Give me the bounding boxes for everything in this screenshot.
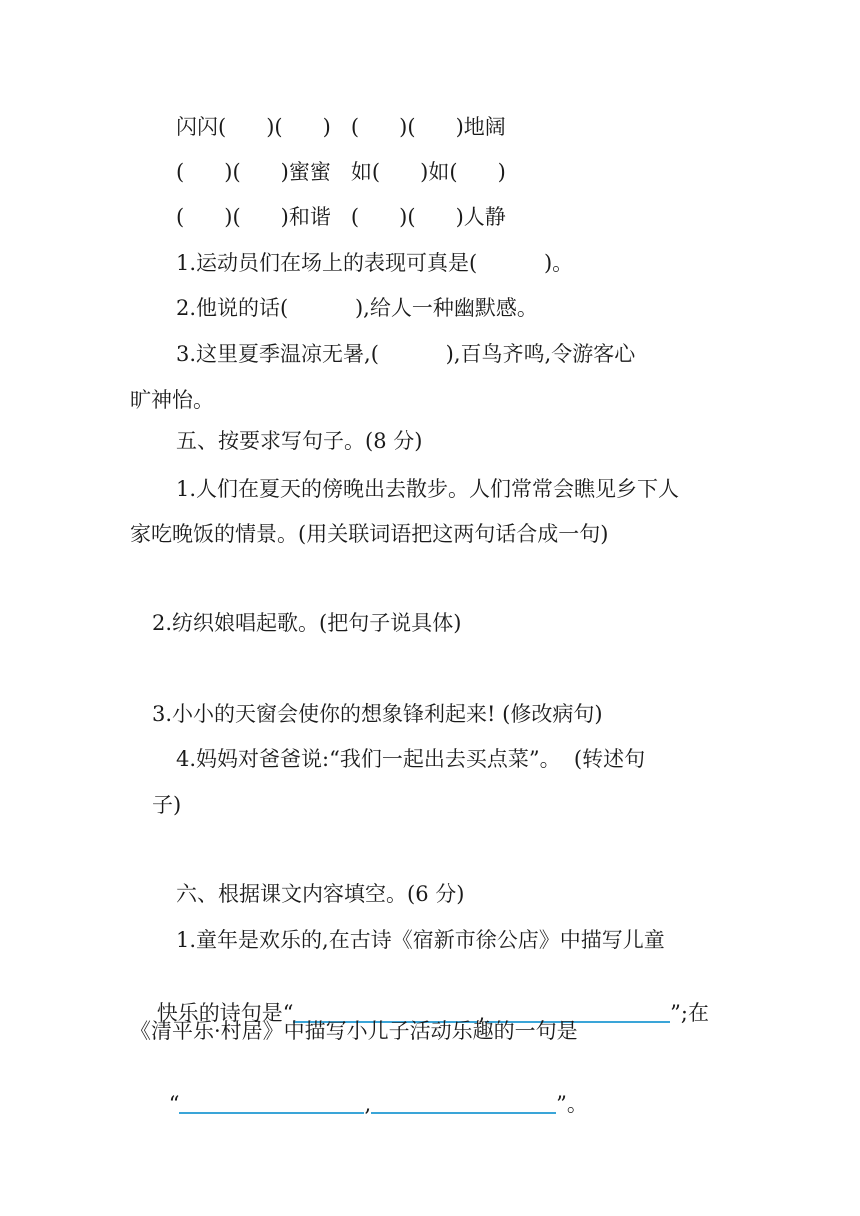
line4-mid: , bbox=[364, 1092, 372, 1116]
answer-blank-4[interactable] bbox=[371, 1112, 556, 1114]
line2-suffix: ”;在 bbox=[670, 1001, 709, 1025]
sentence-fill-3: 3.这里夏季温凉无暑,( ),百鸟齐鸣,令游客心 bbox=[176, 342, 636, 366]
idiom-fill-row-2: ( )( )蜜蜜 如( )如( ) bbox=[176, 160, 506, 184]
sentence-fill-2: 2.他说的话( ),给人一种幽默感。 bbox=[176, 296, 538, 320]
section-5-heading: 五、按要求写句子。(8 分) bbox=[176, 429, 423, 453]
line2-prefix: 快乐的诗句是“ bbox=[156, 1001, 294, 1025]
section-5-q3: 3.小小的天窗会使你的想象锋利起来! (修改病句) bbox=[152, 702, 603, 726]
idiom-fill-row-3: ( )( )和谐 ( )( )人静 bbox=[176, 205, 506, 229]
section-6-q1-line3: 《清平乐·村居》中描写小儿子活动乐趣的一句是 bbox=[130, 1019, 578, 1043]
answer-blank-3[interactable] bbox=[179, 1112, 364, 1114]
section-5-q2: 2.纺织娘唱起歌。(把句子说具体) bbox=[152, 611, 462, 635]
section-6-q1-line4 bbox=[142, 1062, 588, 1146]
idiom-fill-row-1: 闪闪( )( ) ( )( )地阔 bbox=[176, 115, 506, 139]
section-5-q1-line2: 家吃晚饭的情景。(用关联词语把这两句话合成一句) bbox=[130, 522, 609, 546]
section-5-q4-line1: 4.妈妈对爸爸说:“我们一起出去买点菜”。 (转述句 bbox=[176, 747, 646, 771]
sentence-fill-1: 1.运动员们在场上的表现可真是( )。 bbox=[176, 251, 574, 275]
section-5-q1-line1: 1.人们在夏天的傍晚出去散步。人们常常会瞧见乡下人 bbox=[176, 477, 680, 501]
line2-mid: , bbox=[478, 1001, 486, 1025]
sentence-fill-3-cont: 旷神怡。 bbox=[130, 388, 214, 412]
section-6-q1-line1: 1.童年是欢乐的,在古诗《宿新市徐公店》中描写儿童 bbox=[176, 928, 665, 952]
line4-prefix: “ bbox=[168, 1092, 180, 1116]
line4-suffix: ”。 bbox=[556, 1092, 588, 1116]
section-6-heading: 六、根据课文内容填空。(6 分) bbox=[176, 882, 465, 906]
section-5-q4-line2: 子) bbox=[152, 793, 182, 817]
